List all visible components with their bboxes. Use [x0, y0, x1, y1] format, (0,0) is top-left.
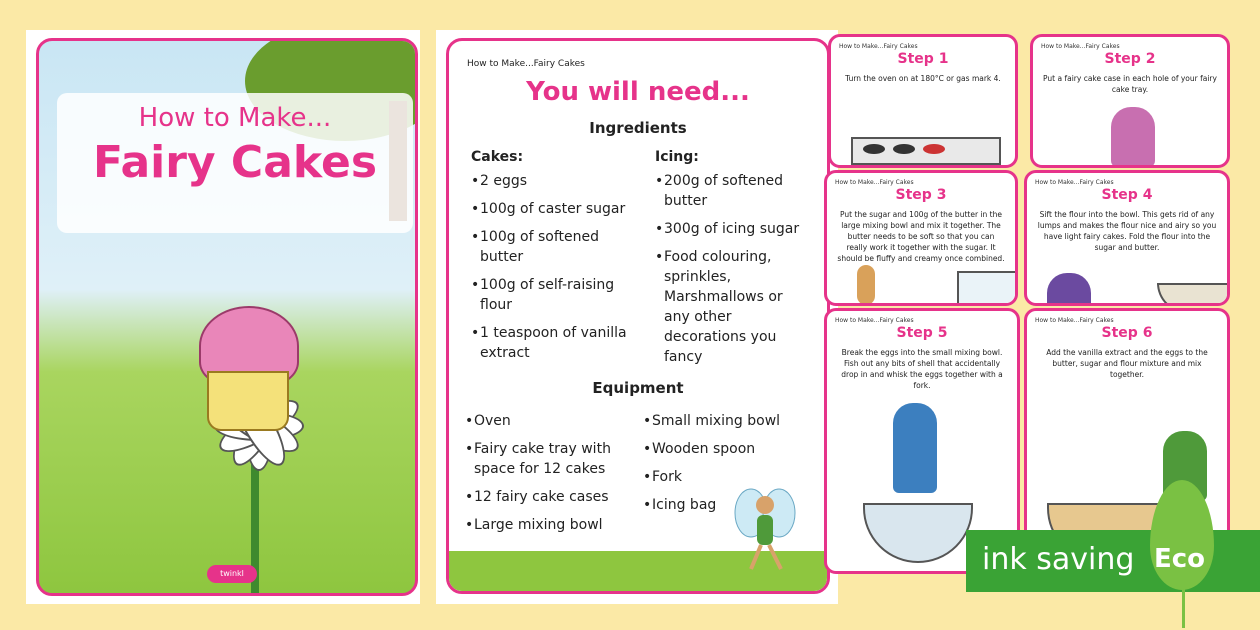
cover-title-big: Fairy Cakes [92, 137, 378, 188]
eco-banner [966, 530, 1260, 592]
list-item: • Fork [643, 467, 803, 487]
fairy-illustration [729, 483, 799, 573]
ink-saving-label: ink saving [982, 542, 1135, 577]
step-card-2 [1030, 34, 1230, 168]
stove-illustration [851, 137, 1001, 165]
butter-pack-illustration [957, 271, 1017, 306]
icing-column [655, 147, 805, 375]
list-item: • Fairy cake tray with space for 12 cakes [465, 439, 635, 479]
twinkl-logo: twinkl [207, 565, 257, 583]
list-item: • Small mixing bowl [643, 411, 803, 431]
wooden-spoon-illustration [857, 265, 875, 305]
mixing-bowl-illustration [863, 503, 973, 563]
step-title: Step 2 [1104, 51, 1156, 67]
icing-heading: Icing: [655, 149, 699, 165]
card-header: How to Make...Fairy Cakes [1035, 317, 1114, 324]
cupcake-case [207, 371, 289, 431]
ingredients-title: Ingredients [589, 119, 687, 137]
step-title: Step 4 [1101, 187, 1153, 203]
needs-title: You will need... [526, 77, 750, 107]
card-header: How to Make...Fairy Cakes [835, 179, 914, 186]
list-item: • 100g of self-raising flour [471, 275, 631, 315]
card-header: How to Make...Fairy Cakes [839, 43, 918, 50]
page-header: How to Make...Fairy Cakes [467, 59, 585, 69]
step-text: Put a fairy cake case in each hole of your fairy cake tray. [1043, 74, 1217, 94]
list-item: • Large mixing bowl [465, 515, 635, 535]
list-item: • Oven [465, 411, 635, 431]
step-title: Step 1 [897, 51, 949, 67]
list-item: • 100g of softened butter [471, 227, 631, 267]
list-item: • 12 fairy cake cases [465, 487, 635, 507]
equipment-left-column [465, 411, 635, 543]
list-item: • 100g of caster sugar [471, 199, 631, 219]
list-item: • 300g of icing sugar [655, 219, 805, 239]
step-card-4 [1024, 170, 1230, 306]
fairy-character [1111, 107, 1155, 167]
step-text: Turn the oven on at 180°C or gas mark 4. [845, 74, 1001, 83]
step-text: Add the vanilla extract and the eggs to the butter, sugar and flour mixture and mix together. [1046, 348, 1208, 379]
list-item: • 200g of softened butter [655, 171, 805, 211]
step-card-3 [824, 170, 1018, 306]
list-item: • 1 teaspoon of vanilla extract [471, 323, 631, 363]
chef-character [893, 403, 937, 493]
step-text: Sift the flour into the bowl. This gets rid of any lumps and makes the flour nice and airy so you have light fairy cakes. Fold the flour into the sugar and butter. [1037, 210, 1217, 252]
cakes-heading: Cakes: [471, 149, 524, 165]
step-title: Step 3 [895, 187, 947, 203]
cover-title-box [57, 93, 413, 233]
needs-page [446, 38, 830, 594]
card-header: How to Make...Fairy Cakes [835, 317, 914, 324]
card-header: How to Make...Fairy Cakes [1041, 43, 1120, 50]
equipment-title: Equipment [592, 379, 684, 397]
cover-page [36, 38, 418, 596]
card-header: How to Make...Fairy Cakes [1035, 179, 1114, 186]
list-item: • Icing bag [643, 495, 803, 515]
cakes-column [471, 147, 631, 371]
sieve-illustration [1157, 283, 1230, 306]
leaf-stem [1182, 588, 1185, 628]
fairy-character [1047, 273, 1091, 306]
eco-badge-label: Eco [1154, 544, 1206, 574]
list-item: • Wooden spoon [643, 439, 803, 459]
list-item: • Food colouring, sprinkles, Marshmallows or any other decorations you fancy [655, 247, 805, 367]
step-text: Put the sugar and 100g of the butter in the large mixing bowl and mix it together. The butter needs to be soft so that you can really work it together with the sugar. It should be fluffy and creamy once combined. [837, 210, 1005, 263]
list-item: • 2 eggs [471, 171, 631, 191]
step-text: Break the eggs into the small mixing bowl. Fish out any bits of shell that accidentally drop in and whisk the eggs together with a fork. [841, 348, 1003, 390]
step-card-1 [828, 34, 1018, 168]
step-title: Step 5 [896, 325, 948, 341]
cover-title-small: How to Make... [138, 103, 332, 133]
step-title: Step 6 [1101, 325, 1153, 341]
